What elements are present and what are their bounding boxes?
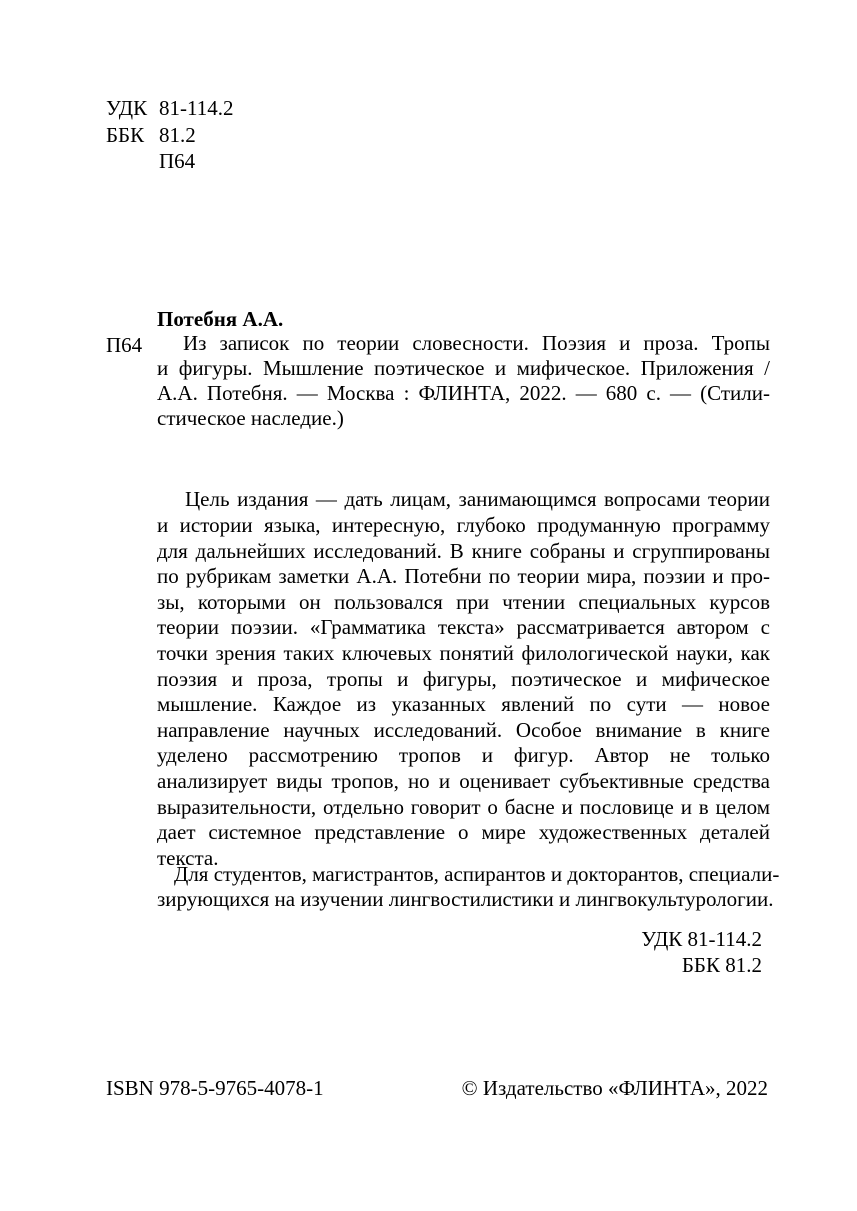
copyright: © Издательство «ФЛИНТА», 2022 xyxy=(461,1076,768,1100)
audience-line: Для студентов, магистрантов, аспирантов и докторантов, специали- xyxy=(174,862,780,886)
citation-line: А.А. Потебня. — Москва : ФЛИНТА, 2022. — 680 с. — (Стили- xyxy=(157,381,770,405)
citation-author: Потебня А.А. xyxy=(157,307,284,331)
author-mark: П64 xyxy=(159,149,196,173)
footer-udk: УДК 81-114.2 xyxy=(641,927,762,951)
annotation-line: уделено рассмотрению тропов и фигур. Автор не только xyxy=(157,743,770,768)
annotation-line: для дальнейших исследований. В книге собраны и сгруппированы xyxy=(157,538,770,563)
bbk-value: 81.2 xyxy=(159,123,196,147)
annotation-line: дает системное представление о мире художественных деталей xyxy=(157,820,770,845)
annotation-line: Цель издания — дать лицам, занимающимся вопросами теории xyxy=(185,487,770,511)
annotation-line: направление научных исследований. Особое внимание в книге xyxy=(157,717,770,742)
annotation-line: выразительности, отдельно говорит о басне и пословице и в целом xyxy=(157,794,770,819)
annotation-line: и истории языка, интересную, глубоко продуманную программу xyxy=(157,513,770,537)
citation-mark: П64 xyxy=(106,333,143,357)
annotation-line: зы, которыми он пользовался при чтении специальных курсов xyxy=(157,589,770,614)
annotation-body xyxy=(157,513,770,871)
annotation-line: анализирует виды тропов, но и оценивает субъективные средства xyxy=(157,768,770,793)
audience-first-line xyxy=(174,862,780,887)
citation-continuation xyxy=(157,356,770,431)
annotation-first-line xyxy=(185,487,770,512)
annotation-line: по рубрикам заметки А.А. Потебни по теории мира, поэзии и про- xyxy=(157,564,770,589)
udk-value: 81-114.2 xyxy=(159,96,234,120)
footer-bbk: ББК 81.2 xyxy=(681,953,762,977)
annotation-line: точки зрения таких ключевых понятий филологической науки, как xyxy=(157,640,770,665)
annotation-line: мышление. Каждое из указанных явлений по сути — новое xyxy=(157,692,770,717)
udk-label: УДК xyxy=(106,96,148,120)
citation-line: стическое наследие.) xyxy=(157,406,344,430)
citation-line: и фигуры. Мышление поэтическое и мифическое. Приложения / xyxy=(157,356,770,380)
citation-line: Из записок по теории словесности. Поэзия и проза. Тропы xyxy=(183,331,770,355)
isbn: ISBN 978-5-9765-4078-1 xyxy=(106,1076,324,1100)
audience-line: зирующихся на изучении лингвостилистики и лингвокультурологии. xyxy=(157,887,774,911)
annotation-line: теории поэзии. «Грамматика текста» рассматривается автором с xyxy=(157,615,770,640)
annotation-line: текста. xyxy=(157,845,219,870)
annotation-line: поэзия и проза, тропы и фигуры, поэтическое и мифическое xyxy=(157,666,770,691)
citation-body xyxy=(183,331,770,356)
audience-second-line xyxy=(157,887,774,912)
bbk-label: ББК xyxy=(106,123,145,147)
